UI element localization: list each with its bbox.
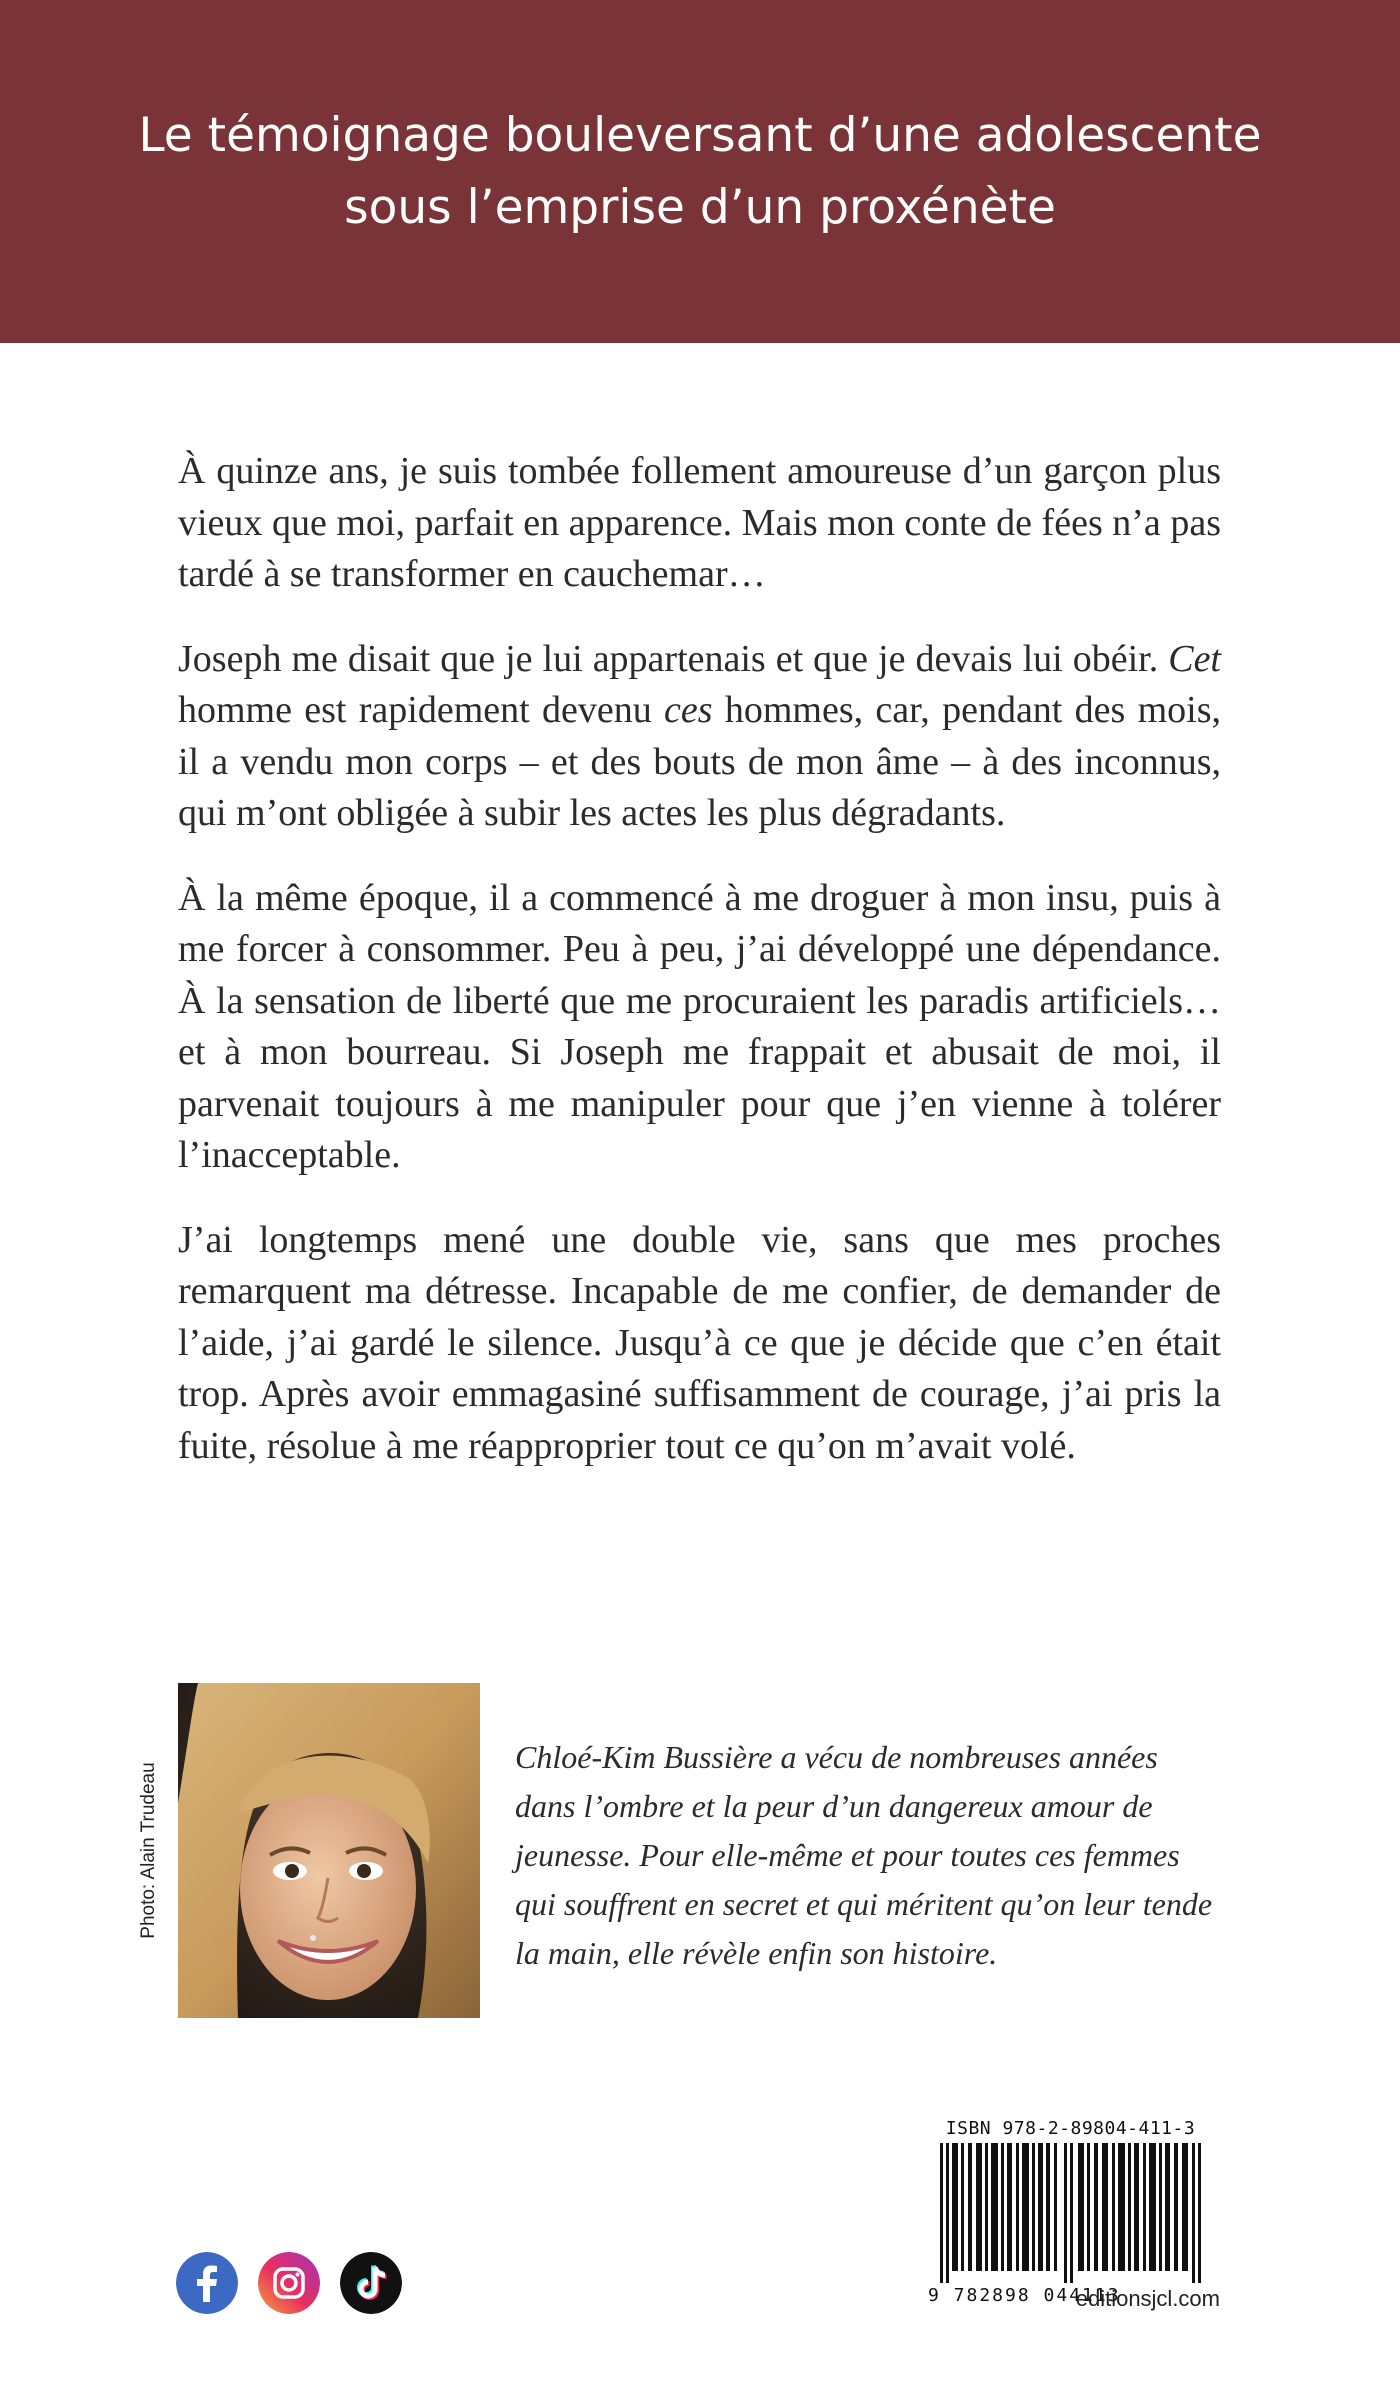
title-banner: [0, 0, 1400, 343]
banner-line-2: sous l’emprise d’un proxénète: [344, 179, 1056, 235]
isbn-label: ISBN 978-2-89804-411-3: [945, 2118, 1196, 2139]
barcode-image: [928, 2143, 1213, 2283]
banner-line-1: Le témoignage bouleversant d’une adolescente: [138, 107, 1262, 163]
synopsis-text: [178, 446, 1221, 1505]
isbn-block: [928, 2118, 1213, 2306]
photo-credit: Photo: Alain Trudeau: [138, 1762, 159, 1939]
paragraph-2-italic-cet: Cet: [1168, 637, 1221, 680]
synopsis-paragraph-3: À la même époque, il a commencé à me droguer à mon insu, puis à me forcer à consommer. Peu à peu, j’ai développé une dépendance. À la sensation de liberté que me procuraient les paradis artificiels… et à mon bourreau. Si Joseph me frappait et abusait de moi, il parvenait toujours à me manipuler pour que j’en vienne à tolérer l’inacceptable.: [178, 876, 1221, 1176]
synopsis-paragraph-4: J’ai longtemps mené une double vie, sans que mes proches remarquent ma détresse. Incapable de me confier, de demander de l’aide, j’ai gardé le silence. Jusqu’à ce que je décide que c’en était trop. Après avoir emmagasiné suffisamment de courage, j’ai pris la fuite, résolue à me réapproprier tout ce qu’on m’avait volé.: [178, 1218, 1221, 1467]
isbn-digits: 9 782898 044113: [928, 2285, 1121, 2306]
author-portrait-image: [178, 1683, 480, 2018]
instagram-icon[interactable]: [258, 2252, 320, 2314]
author-bio: Chloé-Kim Bussière a vécu de nombreuses années dans l’ombre et la peur d’un dangereux amour de jeunesse. Pour elle-même et pour toutes ces femmes qui souffrent en secret et qui méritent qu’on leur tende la main, elle révèle enfin son histoire.: [515, 1739, 1213, 1971]
paragraph-2-text-c: homme est rapidement devenu: [178, 689, 665, 731]
facebook-icon[interactable]: [176, 2252, 238, 2314]
publisher-website[interactable]: editionsjcl.com: [1075, 2286, 1220, 2311]
paragraph-2-text-e: hommes, car, pendant des mois, il a vendu mon corps – et des bouts de mon âme – à des inconnus, qui m’ont obligée à subir les actes les plus dégradants.: [178, 689, 1222, 834]
author-photo: [178, 1683, 480, 2018]
paragraph-2-italic-ces: ces: [664, 689, 713, 731]
tiktok-icon[interactable]: [340, 2252, 402, 2314]
synopsis-paragraph-2: [178, 634, 1221, 840]
synopsis-paragraph-1: À quinze ans, je suis tombée follement amoureuse d’un garçon plus vieux que moi, parfait en apparence. Mais mon conte de fées n’a pas tardé à se transformer en cauchemar…: [178, 450, 1221, 595]
paragraph-2-text-a: Joseph me disait que je lui appartenais et que je devais lui obéir.: [178, 637, 1169, 680]
